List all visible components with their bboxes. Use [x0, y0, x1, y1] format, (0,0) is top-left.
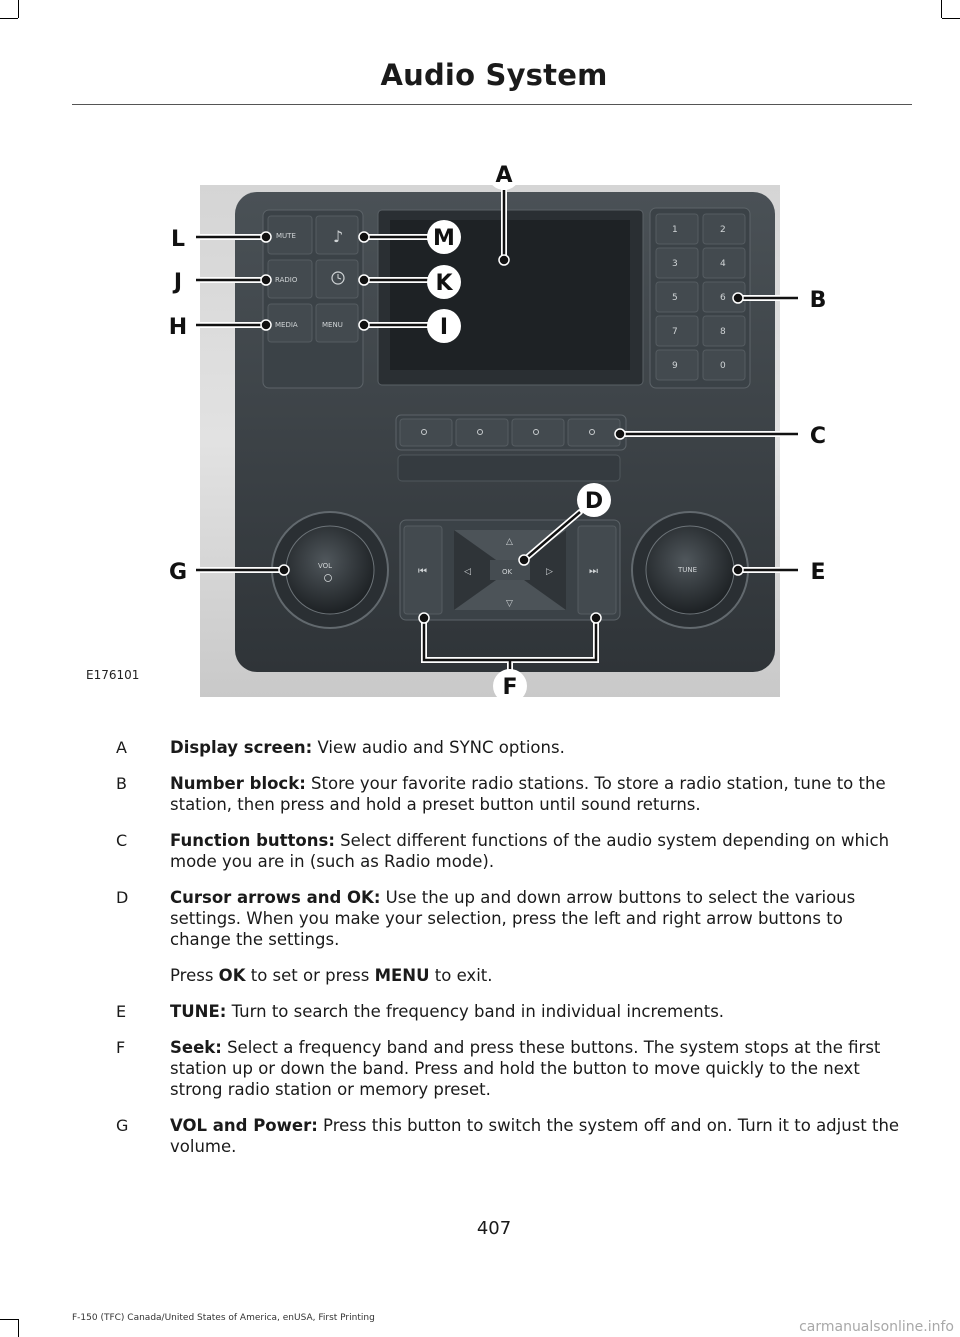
down-arrow-icon: ▽ — [506, 599, 513, 609]
up-arrow-icon: △ — [506, 537, 513, 547]
callout-e: E — [810, 560, 826, 585]
crop-mark — [0, 1319, 18, 1320]
callout-h: H — [168, 315, 188, 340]
music-note-icon: ♪ — [333, 227, 344, 246]
watermark-link[interactable]: carmanualsonline.info — [799, 1319, 954, 1335]
preset-label: 0 — [720, 361, 726, 371]
legend-item — [0, 1115, 960, 1157]
legend-item — [0, 737, 960, 758]
crop-mark — [0, 18, 18, 19]
item-term: TUNE: — [170, 1002, 227, 1021]
legend-item — [0, 830, 960, 872]
callout-j: J — [173, 270, 183, 295]
callout-c: C — [809, 424, 827, 449]
callout-d: D — [584, 489, 604, 514]
item-text: Turn to search the frequency band in individual increments. — [226, 1002, 725, 1021]
item-text: Select a frequency band and press these buttons. The system stops at the first station up or down the band. Press and hold the button to move quickly to the next strong radio station or memory preset. — [170, 1038, 881, 1099]
left-arrow-icon: ◁ — [464, 567, 471, 577]
note-paragraph: Press OK to set or press MENU to exit. — [170, 966, 493, 985]
callout-i: I — [439, 315, 449, 340]
tune-label: TUNE — [678, 566, 698, 574]
item-term: Cursor arrows and OK: — [170, 888, 381, 907]
preset-label: 6 — [720, 293, 726, 303]
item-letter: B — [116, 774, 127, 793]
item-text: View audio and SYNC options. — [312, 738, 565, 757]
radio-label: RADIO — [275, 276, 298, 284]
figure-id: E176101 — [86, 668, 140, 682]
item-term: VOL and Power: — [170, 1116, 318, 1135]
crop-mark — [18, 1319, 19, 1337]
page-title: Audio System — [380, 58, 608, 92]
item-letter: E — [116, 1002, 127, 1021]
item-term: Function buttons: — [170, 831, 335, 850]
preset-label: 9 — [672, 361, 678, 371]
preset-label: 3 — [672, 259, 678, 269]
callout-k: K — [435, 271, 453, 296]
callout-a: A — [495, 163, 513, 188]
menu-label: MENU — [322, 321, 343, 329]
item-text: Press this button to switch the system off and on. Turn it to adjust the volume. — [170, 1116, 900, 1156]
seek-back-icon: ⏮ — [418, 566, 427, 577]
preset-label: 7 — [672, 327, 678, 337]
audio-unit-figure — [0, 150, 960, 710]
vol-knob — [286, 526, 374, 614]
item-text: Use the up and down arrow buttons to select the various settings. When you make your selection, press the left and right arrow buttons to change the settings. — [170, 888, 856, 949]
callout-l: L — [170, 227, 186, 252]
legend-list — [0, 737, 960, 1172]
title-rule — [72, 104, 912, 105]
mute-label: MUTE — [276, 232, 296, 240]
item-letter: G — [116, 1116, 129, 1135]
legend-item — [0, 773, 960, 815]
callout-m: M — [433, 226, 455, 251]
item-text: Store your favorite radio stations. To store a radio station, tune to the station, then press and hold a preset button until sound returns. — [170, 774, 886, 814]
seek-forward-icon: ⏭ — [589, 566, 598, 577]
preset-label: 2 — [720, 225, 726, 235]
item-letter: C — [116, 831, 128, 850]
crop-mark — [942, 18, 960, 19]
crop-mark — [941, 0, 942, 18]
preset-label: 5 — [672, 293, 678, 303]
item-term: Number block: — [170, 774, 306, 793]
callout-f: F — [502, 675, 518, 700]
crop-mark — [18, 0, 19, 18]
item-letter: D — [116, 888, 129, 907]
item-letter: F — [116, 1038, 126, 1057]
ok-label: OK — [502, 568, 513, 576]
legend-item — [0, 887, 960, 950]
legend-item — [0, 1037, 960, 1100]
callout-b: B — [809, 288, 827, 313]
preset-label: 8 — [720, 327, 726, 337]
page-number: 407 — [476, 1218, 512, 1239]
legend-item — [0, 1001, 960, 1022]
item-text: Select different functions of the audio system depending on which mode you are in (such as Radio mode). — [170, 831, 890, 871]
preset-label: 4 — [720, 259, 726, 269]
edition-footer: F-150 (TFC) Canada/United States of America, enUSA, First Printing — [72, 1313, 375, 1323]
item-term: Display screen: — [170, 738, 313, 757]
right-arrow-icon: ▷ — [546, 567, 553, 577]
item-letter: A — [116, 738, 127, 757]
preset-label: 1 — [672, 225, 678, 235]
callout-g: G — [168, 560, 188, 585]
media-label: MEDIA — [275, 321, 298, 329]
vol-label: VOL — [318, 562, 333, 570]
item-term: Seek: — [170, 1038, 222, 1057]
